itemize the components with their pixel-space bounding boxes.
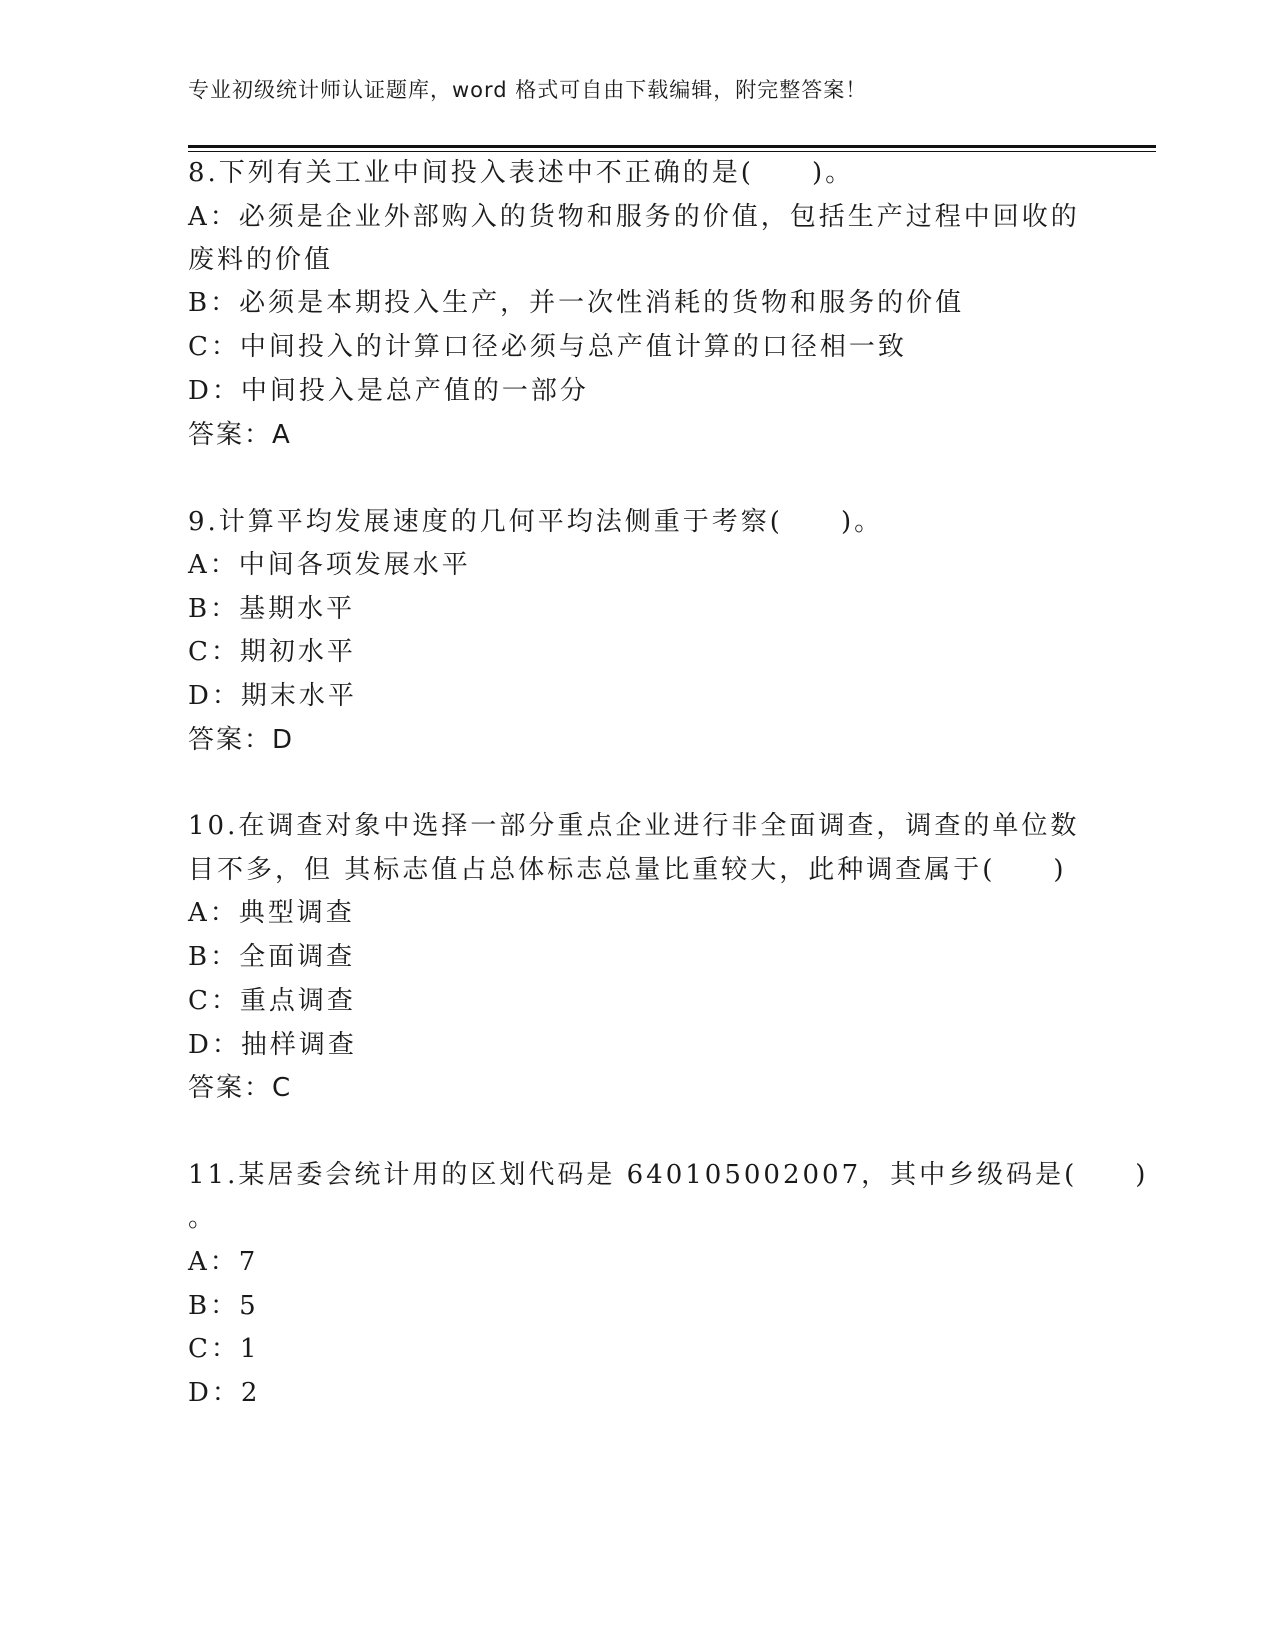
question-11-stem-line-2: 。 [188, 1203, 218, 1233]
question-11-stem-line-1: 11.某居委会统计用的区划代码是 640105002007，其中乡级码是( ) [188, 1160, 1149, 1190]
question-9-option-d: D：期末水平 [188, 681, 357, 711]
question-8-option-d: D：中间投入是总产值的一部分 [188, 376, 589, 406]
question-11-option-c: C：1 [188, 1334, 260, 1364]
question-9-answer: 答案：D [188, 725, 295, 755]
question-9-option-a: A：中间各项发展水平 [188, 550, 471, 580]
question-9-stem-line-1: 9.计算平均发展速度的几何平均法侧重于考察( )。 [188, 507, 884, 537]
question-11-option-d: D：2 [188, 1378, 261, 1408]
question-10-option-a: A：典型调查 [188, 898, 355, 928]
question-8-option-a-line-2: 废料的价值 [188, 245, 334, 275]
question-10-stem-line-2: 目不多，但 其标志值占总体标志总量比重较大，此种调查属于( ) [188, 855, 1067, 885]
question-9-option-c: C：期初水平 [188, 637, 356, 667]
question-10-option-b: B：全面调查 [188, 942, 356, 972]
question-9-option-b: B：基期水平 [188, 594, 356, 624]
question-11-option-a: A：7 [188, 1247, 259, 1277]
header-rule-thin [188, 151, 1156, 152]
question-8-option-b: B：必须是本期投入生产，并一次性消耗的货物和服务的价值 [188, 288, 965, 318]
question-11-option-b: B：5 [188, 1291, 259, 1321]
question-10-answer: 答案：C [188, 1073, 293, 1103]
question-10-stem-line-1: 10.在调查对象中选择一部分重点企业进行非全面调查，调查的单位数 [188, 811, 1080, 841]
question-8-option-c: C：中间投入的计算口径必须与总产值计算的口径相一致 [188, 332, 907, 362]
header-rule-thick [188, 145, 1156, 148]
page-header: 专业初级统计师认证题库，word 格式可自由下载编辑，附完整答案！ [188, 78, 868, 102]
question-10-option-d: D：抽样调查 [188, 1030, 357, 1060]
question-8-stem-line-1: 8.下列有关工业中间投入表述中不正确的是( )。 [188, 158, 855, 188]
question-8-option-a-line-1: A：必须是企业外部购入的货物和服务的价值，包括生产过程中回收的 [188, 202, 1080, 232]
question-8-answer: 答案：A [188, 420, 292, 450]
question-10-option-c: C：重点调查 [188, 986, 356, 1016]
